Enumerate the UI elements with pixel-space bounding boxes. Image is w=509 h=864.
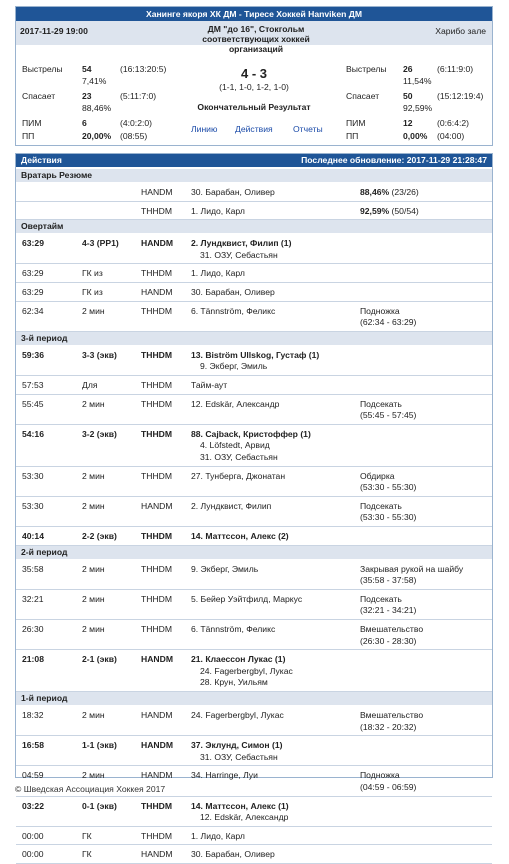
event-player: 9. Экберг, Эмиль xyxy=(200,361,268,372)
event-player: 28. Крун, Уильям xyxy=(200,677,268,688)
event-player: 6. Tännström, Феликс xyxy=(191,305,276,316)
event-player: 30. Барабан, Оливер xyxy=(191,287,275,297)
event-time: 54:16 xyxy=(22,428,44,439)
event-type: 4-3 (PP1) xyxy=(82,238,119,249)
home-pp-time: (08:55) xyxy=(120,131,148,141)
event-time: 63:29 xyxy=(22,268,44,279)
event-detail: Вмешательство xyxy=(360,624,424,634)
competition-name: ДМ "до 16", Стокгольм соответствующих хоккей организаций xyxy=(202,24,310,54)
event-player: 21. Клаессон Лукас (1) xyxy=(191,654,286,665)
event-time: 04:59 xyxy=(22,770,44,781)
event-team: HANDM xyxy=(141,654,173,665)
event-type: Для xyxy=(82,380,98,390)
event-player: 31. ОЗУ, Себастьян xyxy=(200,751,278,762)
home-pim-periods: (4:0:2:0) xyxy=(120,118,153,128)
event-row xyxy=(16,376,492,394)
event-row xyxy=(16,202,492,220)
home-saves: 23 xyxy=(82,91,92,101)
event-team: THHDM xyxy=(141,593,173,604)
event-player: 30. Барабан, Оливер xyxy=(191,849,275,860)
event-row xyxy=(16,560,492,589)
event-detail: (53:30 - 55:30) xyxy=(360,512,417,523)
event-player: 14. Маттссон, Алекс (2) xyxy=(191,531,289,541)
away-pim-periods: (0:6:4:2) xyxy=(437,118,470,128)
event-player: 31. ОЗУ, Себастьян xyxy=(200,451,278,462)
event-player: 1. Лидо, Карл xyxy=(191,205,245,216)
event-detail: Подножка xyxy=(360,305,400,316)
home-saves-pct: 88,46% xyxy=(82,103,112,113)
event-player: 12. Edskär, Александр xyxy=(200,812,289,823)
event-player: Тайм-аут xyxy=(191,380,228,390)
goalie-save-pct xyxy=(360,187,419,197)
event-row xyxy=(16,234,492,263)
event-time: 00:00 xyxy=(22,830,44,841)
home-pim-label: ПИМ xyxy=(22,118,42,128)
event-player: 34. Harringe, Луи xyxy=(191,770,258,781)
event-time: 00:00 xyxy=(22,849,44,860)
event-type: 3-3 (экв) xyxy=(82,349,117,360)
away-pp-time: (04:00) xyxy=(437,131,465,141)
event-row xyxy=(16,736,492,765)
event-detail: Обдирка xyxy=(360,470,395,481)
home-saves-periods: (5:11:7:0) xyxy=(120,91,157,101)
away-shots-periods: (6:11:9:0) xyxy=(437,64,474,74)
away-shots-pct: 11,54% xyxy=(403,76,432,86)
event-detail: (18:32 - 20:32) xyxy=(360,721,417,732)
event-detail: (04:59 - 06:59) xyxy=(360,781,417,792)
event-time: 16:58 xyxy=(22,740,44,751)
event-type: 2-1 (экв) xyxy=(82,654,117,665)
event-player: 13. Biström Ullskog, Густаф (1) xyxy=(191,349,320,360)
game-datetime: 2017-11-29 19:00 xyxy=(20,26,88,36)
section-header: Овертайм xyxy=(16,220,492,233)
arena-name: Харибо зале xyxy=(435,26,486,36)
event-player: 12. Edskär, Александр xyxy=(191,398,280,409)
event-time: 55:45 xyxy=(22,398,44,409)
event-player: 24. Fagerbergbyl, Лукас xyxy=(191,710,284,720)
event-detail: (53:30 - 55:30) xyxy=(360,482,417,493)
home-pim: 6 xyxy=(82,118,87,128)
event-team: THHDM xyxy=(141,800,173,811)
save-pct-detail: (23/26) xyxy=(389,187,419,197)
home-pp-label: ПП xyxy=(22,131,35,141)
event-time: 53:30 xyxy=(22,500,44,511)
event-row xyxy=(16,346,492,375)
event-player: 4. Löfstedt, Арвид xyxy=(200,440,270,451)
event-row xyxy=(16,845,492,863)
event-player: 2. Лундквист, Филип (1) xyxy=(191,238,292,249)
event-time: 18:32 xyxy=(22,710,44,720)
away-saves-periods: (15:12:19:4) xyxy=(437,91,484,101)
event-time: 40:14 xyxy=(22,531,44,541)
away-pim: 12 xyxy=(403,118,413,128)
event-type: 2 мин xyxy=(82,770,105,781)
game-status: Окончательный Результат xyxy=(197,102,311,112)
event-player: 27. Тунберга, Джонатан xyxy=(191,470,286,481)
event-row xyxy=(16,264,492,282)
event-team: THHDM xyxy=(141,470,173,481)
event-detail: Подножка xyxy=(360,770,400,781)
event-team: THHDM xyxy=(141,380,173,390)
save-pct-value: 92,59% xyxy=(360,205,390,216)
event-detail: Вмешательство xyxy=(360,710,424,720)
section-header: 2-й период xyxy=(16,546,492,559)
event-detail: (62:34 - 63:29) xyxy=(360,317,417,328)
event-detail: Подсекать xyxy=(360,593,402,604)
section-header: 3-й период xyxy=(16,332,492,345)
event-team: THHDM xyxy=(141,349,173,360)
save-pct-value: 88,46% xyxy=(360,187,390,197)
event-row xyxy=(16,620,492,649)
event-type: 2 мин xyxy=(82,710,105,720)
event-row xyxy=(16,706,492,735)
event-type: 2 мин xyxy=(82,563,105,574)
event-row xyxy=(16,395,492,424)
event-player: 30. Барабан, Оливер xyxy=(191,187,275,197)
home-shots-periods: (16:13:20:5) xyxy=(120,64,167,74)
actions-link[interactable]: Действия xyxy=(235,124,273,134)
event-type: ГК xyxy=(82,849,92,860)
event-type: ГК из xyxy=(82,268,103,279)
away-saves-label: Спасает xyxy=(346,91,380,101)
event-time: 57:53 xyxy=(22,380,44,390)
event-type: 2 мин xyxy=(82,593,105,604)
event-detail: Закрывая рукой на шайбу xyxy=(360,563,464,574)
game-title: Ханинге якоря ХК ДМ - Тиресе Хоккей Hanviken ДМ xyxy=(16,7,492,21)
event-player: 37. Эклунд, Симон (1) xyxy=(191,740,283,751)
event-detail: Подсекать xyxy=(360,398,402,409)
event-type: 2 мин xyxy=(82,500,105,511)
section-header: Вратарь Резюме xyxy=(16,169,492,182)
event-player: 5. Бейер Уэйтфилд, Маркус xyxy=(191,593,303,604)
event-type: ГК xyxy=(82,830,92,841)
event-time: 62:34 xyxy=(22,305,44,316)
event-team: THHDM xyxy=(141,205,173,216)
event-row xyxy=(16,797,492,826)
period-scores: (1-1, 1-0, 1-2, 1-0) xyxy=(219,82,289,92)
event-team: THHDM xyxy=(141,428,173,439)
event-player: 88. Cajback, Кристоффер (1) xyxy=(191,428,311,439)
event-team: HANDM xyxy=(141,238,173,249)
event-row xyxy=(16,527,492,545)
event-detail: (55:45 - 57:45) xyxy=(360,410,417,421)
event-row xyxy=(16,467,492,496)
event-team: THHDM xyxy=(141,563,173,574)
event-row xyxy=(16,302,492,331)
event-team: THHDM xyxy=(141,268,173,279)
event-type: 2 мин xyxy=(82,624,105,634)
event-row xyxy=(16,650,492,691)
goalie-save-pct xyxy=(360,206,419,216)
event-row xyxy=(16,425,492,466)
event-row xyxy=(16,827,492,845)
event-row xyxy=(16,590,492,619)
section-header: 1-й период xyxy=(16,692,492,705)
home-pp: 20,00% xyxy=(82,131,112,141)
event-player: 1. Лидо, Карл xyxy=(191,268,245,279)
away-pp-label: ПП xyxy=(346,131,359,141)
event-time: 35:58 xyxy=(22,563,44,574)
event-type: ГК из xyxy=(82,287,103,297)
event-player: 14. Маттссон, Алекс (1) xyxy=(191,800,289,811)
event-team: THHDM xyxy=(141,305,173,316)
event-time: 21:08 xyxy=(22,654,44,665)
event-detail: (32:21 - 34:21) xyxy=(360,605,417,616)
actions-title: Действия xyxy=(21,155,62,165)
event-team: HANDM xyxy=(141,710,173,720)
game-summary-box xyxy=(15,6,493,146)
event-team: HANDM xyxy=(141,287,173,297)
event-type: 2 мин xyxy=(82,305,105,316)
event-team: THHDM xyxy=(141,398,173,409)
event-detail: (35:58 - 37:58) xyxy=(360,575,417,586)
home-saves-label: Спасает xyxy=(22,91,56,101)
event-row xyxy=(16,283,492,301)
copyright-footer: © Шведская Ассоциация Хоккея 2017 xyxy=(15,784,166,794)
event-team: THHDM xyxy=(141,830,173,841)
event-player: 9. Экберг, Эмиль xyxy=(191,563,259,574)
final-score: 4 - 3 xyxy=(240,66,267,81)
away-saves-pct: 92,59% xyxy=(403,103,433,113)
event-time: 26:30 xyxy=(22,624,44,634)
home-shots: 54 xyxy=(82,64,92,74)
reports-link[interactable]: Отчеты xyxy=(293,124,323,134)
event-type: 0-1 (экв) xyxy=(82,800,117,811)
event-team: HANDM xyxy=(141,770,173,781)
event-time: 03:22 xyxy=(22,800,44,811)
event-time: 59:36 xyxy=(22,349,44,360)
event-time: 63:29 xyxy=(22,287,44,297)
event-team: THHDM xyxy=(141,531,173,541)
away-saves: 50 xyxy=(403,91,413,101)
event-type: 2-2 (экв) xyxy=(82,531,117,541)
away-shots: 26 xyxy=(403,64,413,74)
event-player: 1. Лидо, Карл xyxy=(191,830,245,841)
event-detail: (26:30 - 28:30) xyxy=(360,635,417,646)
save-pct-detail: (50/54) xyxy=(389,205,419,216)
event-type: 3-2 (экв) xyxy=(82,428,117,439)
event-team: THHDM xyxy=(141,624,173,634)
last-updated: Последнее обновление: 2017-11-29 21:28:47 xyxy=(301,155,487,165)
event-row xyxy=(16,183,492,201)
lineup-link[interactable]: Линию xyxy=(191,124,218,134)
away-shots-label: Выстрелы xyxy=(346,64,387,74)
away-pim-label: ПИМ xyxy=(346,118,366,128)
home-shots-pct: 7,41% xyxy=(82,76,107,86)
event-type: 2 мин xyxy=(82,398,105,409)
event-time: 32:21 xyxy=(22,593,44,604)
away-pp: 0,00% xyxy=(403,131,428,141)
event-team: HANDM xyxy=(141,740,173,751)
event-time: 63:29 xyxy=(22,238,44,249)
event-player: 31. ОЗУ, Себастьян xyxy=(200,249,278,260)
event-row xyxy=(16,497,492,526)
event-type: 2 мин xyxy=(82,470,105,481)
event-player: 6. Tännström, Феликс xyxy=(191,624,276,634)
event-team: HANDM xyxy=(141,500,173,511)
event-player: 24. Fagerbergbyl, Лукас xyxy=(200,665,293,676)
actions-header xyxy=(16,154,492,167)
event-detail: Подсекать xyxy=(360,500,402,511)
event-type: 1-1 (экв) xyxy=(82,740,117,751)
event-time: 53:30 xyxy=(22,470,44,481)
event-player: 2. Лундквист, Филип xyxy=(191,500,272,511)
home-shots-label: Выстрелы xyxy=(22,64,63,74)
event-team: HANDM xyxy=(141,849,173,860)
event-team: HANDM xyxy=(141,187,173,197)
